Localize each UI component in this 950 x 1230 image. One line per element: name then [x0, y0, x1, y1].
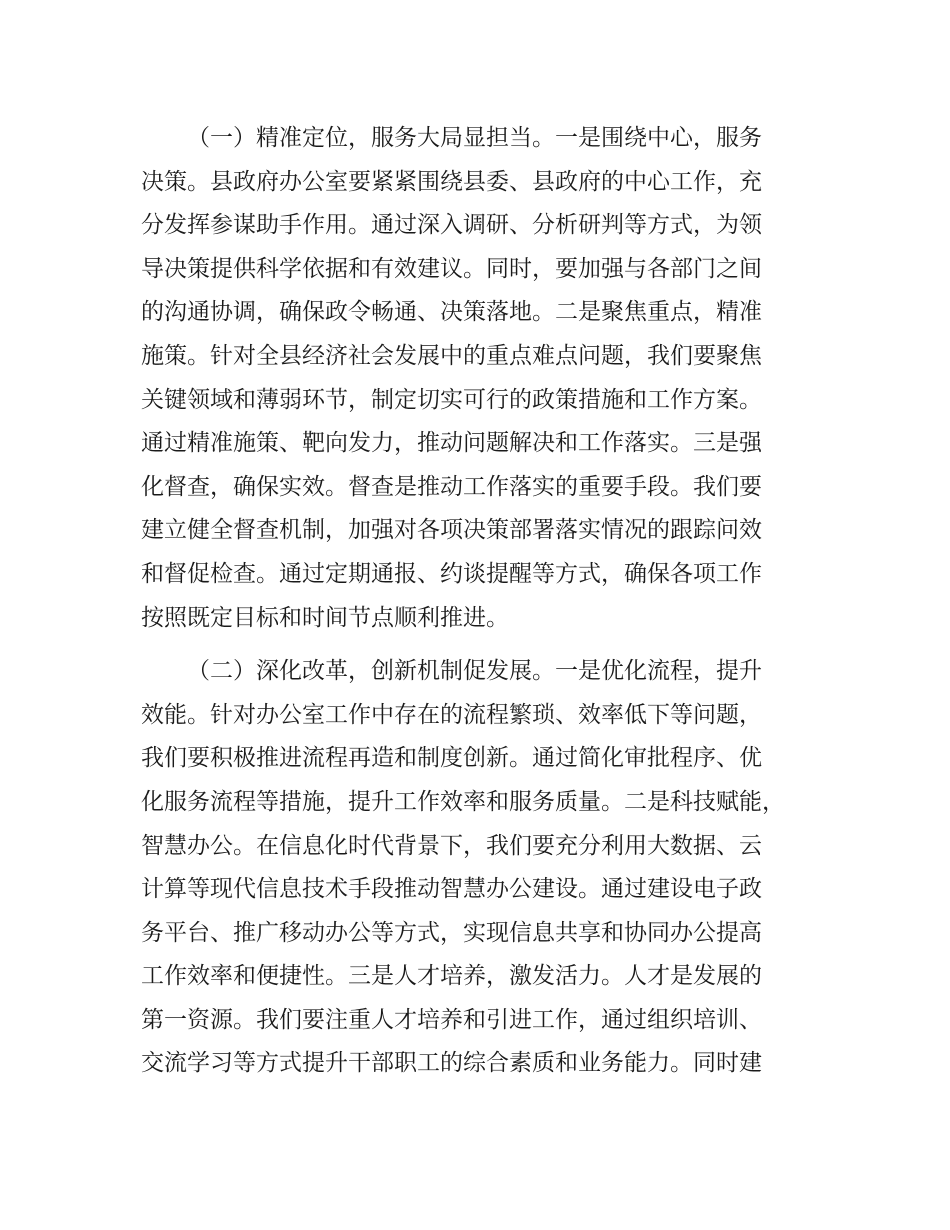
- paragraph-2: [141, 650, 831, 1086]
- text-line: 决策。县政府办公室要紧紧围绕县委、县政府的中心工作，充: [141, 168, 762, 195]
- text-line: 关键领域和薄弱环节，制定切实可行的政策措施和工作方案。: [141, 386, 762, 413]
- text-line: （一）精准定位，服务大局显担当。一是围绕中心，服务: [187, 125, 762, 151]
- document-body: [141, 117, 831, 1086]
- text-line: 按照既定目标和时间节点顺利推进。: [141, 604, 509, 631]
- text-line: 工作效率和便捷性。三是人才培养，激发活力。人才是发展的: [141, 963, 762, 990]
- text-line: 化服务流程等措施，提升工作效率和服务质量。二是科技赋能，: [141, 788, 785, 815]
- text-line: 建立健全督查机制，加强对各项决策部署落实情况的跟踪问效: [141, 517, 762, 544]
- text-line: 效能。针对办公室工作中存在的流程繁琐、效率低下等问题，: [141, 701, 762, 728]
- text-line: 第一资源。我们要注重人才培养和引进工作，通过组织培训、: [141, 1006, 762, 1033]
- text-line: （二）深化改革，创新机制促发展。一是优化流程，提升: [187, 658, 762, 685]
- text-line: 导决策提供科学依据和有效建议。同时，要加强与各部门之间: [141, 255, 762, 282]
- text-line: 化督查，确保实效。督查是推动工作落实的重要手段。我们要: [141, 473, 762, 500]
- text-line: 和督促检查。通过定期通报、约谈提醒等方式，确保各项工作: [141, 560, 762, 587]
- text-line: 分发挥参谋助手作用。通过深入调研、分析研判等方式，为领: [141, 212, 762, 239]
- text-line: 的沟通协调，确保政令畅通、决策落地。二是聚焦重点，精准: [141, 299, 762, 326]
- text-line: 施策。针对全县经济社会发展中的重点难点问题，我们要聚焦: [141, 342, 762, 369]
- text-line: 务平台、推广移动办公等方式，实现信息共享和协同办公提高: [141, 919, 762, 946]
- text-line: 计算等现代信息技术手段推动智慧办公建设。通过建设电子政: [141, 876, 762, 903]
- text-line: 智慧办公。在信息化时代背景下，我们要充分利用大数据、云: [141, 832, 762, 859]
- text-line: 我们要积极推进流程再造和制度创新。通过简化审批程序、优: [141, 745, 762, 772]
- text-line: 交流学习等方式提升干部职工的综合素质和业务能力。同时建: [141, 1050, 762, 1077]
- paragraph-1: [141, 117, 831, 640]
- text-line: 通过精准施策、靶向发力，推动问题解决和工作落实。三是强: [141, 430, 762, 457]
